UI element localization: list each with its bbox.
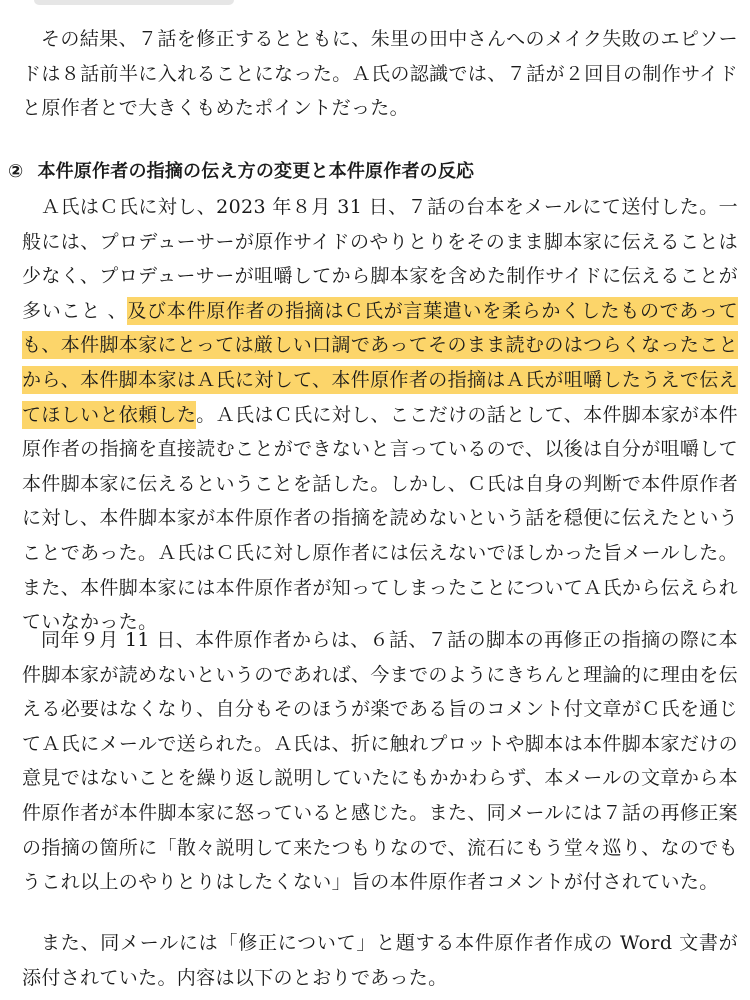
- highlighted-passage: 及び本件原作者の指摘はＣ氏が言葉遣いを柔らかくしたものであっても、本件脚本家にとっては厳しい口調であってそのまま読むのはつらくなったことから、本件脚本家はＡ氏に対して、本件原作者の指摘はＡ氏が咀嚼したうえで伝えてほしいと依頼した: [22, 297, 738, 429]
- paragraph-3: 同年９月 11 日、本件原作者からは、６話、７話の脚本の再修正の指摘の際に本件脚本家が読めないというのであれば、今までのようにきちんと理論的に理由を伝える必要はなくなり、自分もそのほうが楽である旨のコメント付文章がＣ氏を通じてＡ氏にメールで送られた。Ａ氏は、折に触れプロットや脚本は本件脚本家だけの意見ではないことを繰り返し説明していたにもかかわらず、本メールの文章から本件原作者が本件脚本家に怒っていると感じた。また、同メールには７話の再修正案の指摘の箇所に「散々説明して来たつもりなので、流石にもう堂々巡り、なのでもうこれ以上のやりとりはしたくない」旨の本件原作者コメントが付されていた。: [22, 629, 738, 894]
- paragraph-2-after: 。Ａ氏はＣ氏に対し、ここだけの話として、本件脚本家が本件原作者の指摘を直接読むことができないと言っているので、以後は自分が咀嚼して本件脚本家に伝えるということを話した。しかし、Ｃ氏は自身の判断で本件原作者に対し、本件脚本家が本件原作者の指摘を読めないという話を穏便に伝えたということであった。Ａ氏はＣ氏に対し原作者には伝えないでほしかった旨メールした。また、本件脚本家には本件原作者が知ってしまったことについてＡ氏から伝えられていなかった。: [22, 403, 739, 634]
- paragraph-1: その結果、７話を修正するとともに、朱里の田中さんへのメイク失敗のエピソードは８話前半に入れることになった。Ａ氏の認識では、７話が２回目の制作サイドと原作者とで大きくもめたポイントだった。: [22, 28, 738, 120]
- paragraph-4: また、同メールには「修正について」と題する本件原作者作成の Word 文書が添付されていた。内容は以下のとおりであった。: [22, 932, 738, 989]
- paragraph-2-before: Ａ氏はＣ氏に対し、2023 年８月 31 日、７話の台本をメールにて送付した。一般には、プロデューサーが原作サイドのやりとりをそのまま脚本家に伝えることは少なく、プロデューサーが咀嚼してから脚本家を含めた制作サイドに伝えることが多いこと 、: [22, 196, 739, 322]
- paragraph-2: [22, 190, 738, 640]
- cropped-top-element: [34, 0, 234, 5]
- section-heading-text: 本件原作者の指摘の伝え方の変更と本件原作者の反応: [37, 161, 475, 182]
- section-heading: [8, 156, 738, 188]
- section-number: ②: [8, 161, 24, 182]
